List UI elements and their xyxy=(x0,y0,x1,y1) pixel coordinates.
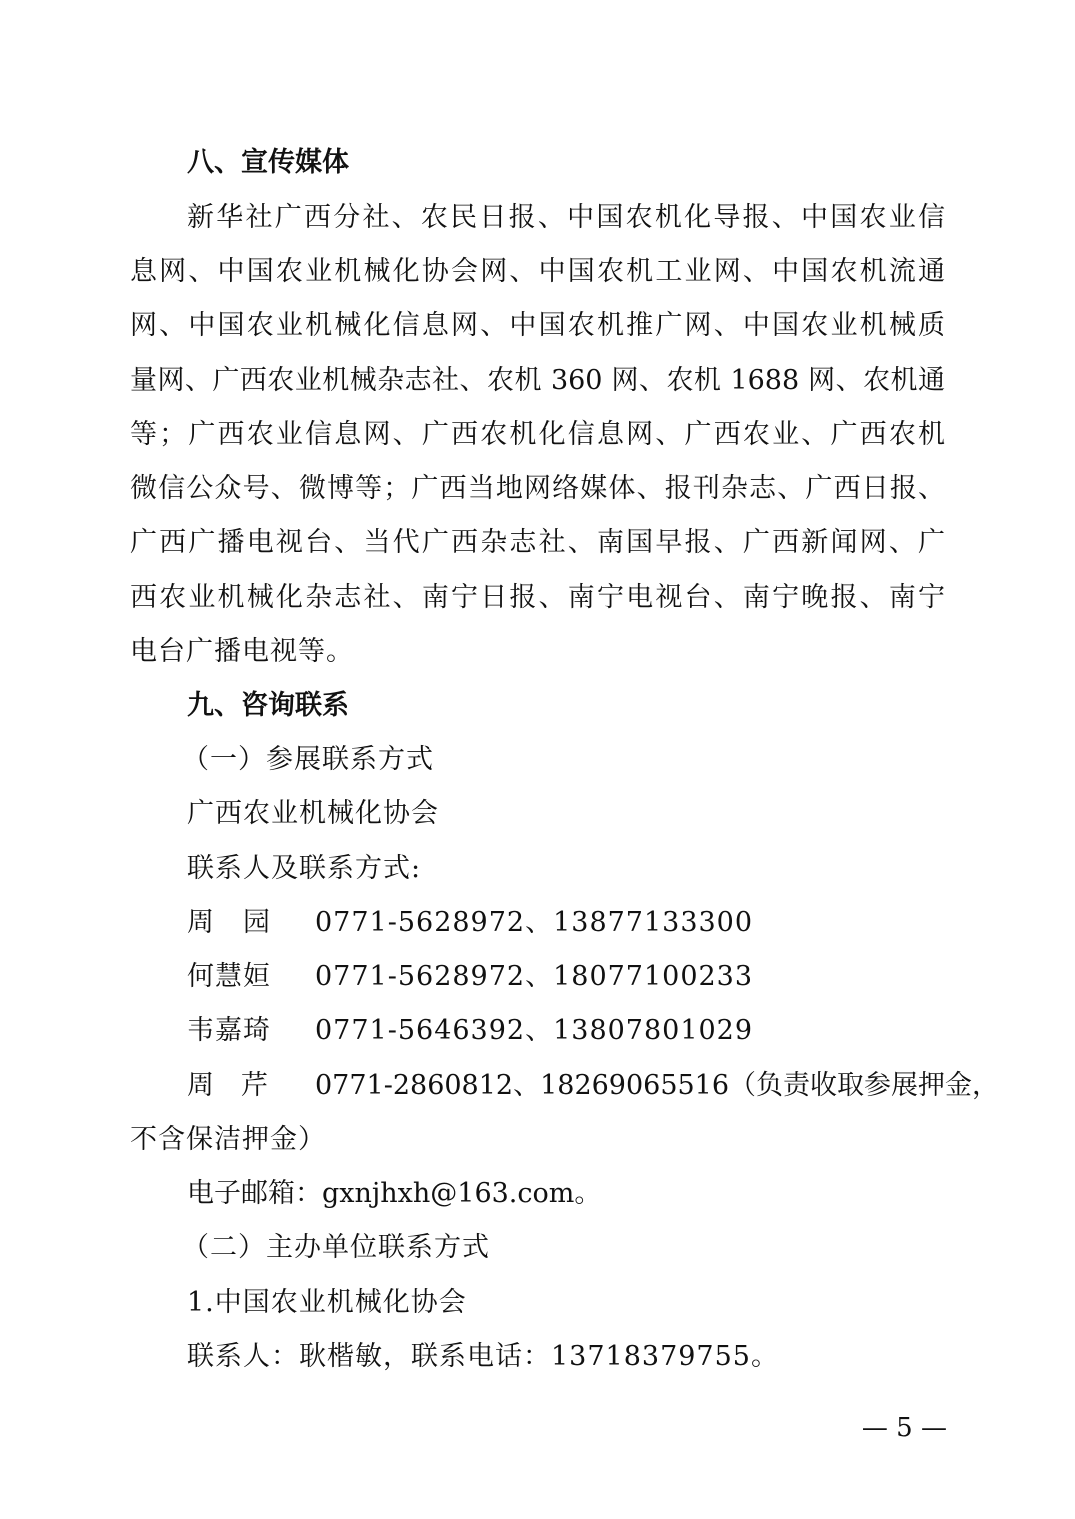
contact-phone: 0771-5628972、13877133300 xyxy=(315,907,754,938)
organizer-contact: 联系人：耿楷敏，联系电话：13718379755。 xyxy=(187,1341,779,1372)
contact-row xyxy=(187,1066,1000,1106)
contact-phone: 0771-2860812、18269065516（负责收取参展押金， xyxy=(315,1070,1000,1101)
paragraph-line: 西农业机械化杂志社、南宁日报、南宁电视台、南宁晚报、南宁 xyxy=(130,582,945,613)
contact-continuation: 不含保洁押金） xyxy=(130,1124,326,1155)
paragraph-line: 广西广播电视台、当代广西杂志社、南国早报、广西新闻网、广 xyxy=(130,527,945,558)
contact-row xyxy=(187,1011,945,1051)
section-heading-contact: 九、咨询联系 xyxy=(187,690,349,721)
contact-name: 韦嘉琦 xyxy=(187,1015,271,1046)
page-number: — 5 — xyxy=(861,1413,947,1443)
paragraph-line: 量网、广西农业机械杂志社、农机 360 网、农机 1688 网、农机通 xyxy=(130,365,945,396)
contact-row xyxy=(187,957,945,997)
contact-phone: 0771-5628972、18077100233 xyxy=(315,961,754,992)
organizer-name: 1.中国农业机械化协会 xyxy=(187,1287,467,1318)
paragraph-line: 电台广播电视等。 xyxy=(130,636,354,667)
contact-row xyxy=(187,903,945,943)
contact-name: 周 园 xyxy=(187,907,271,938)
contact-name: 周 芹 xyxy=(187,1070,268,1101)
contact-label: 联系人及联系方式: xyxy=(187,853,422,884)
subheading-exhibit-contact: （一）参展联系方式 xyxy=(182,744,434,775)
paragraph-line: 微信公众号、微博等；广西当地网络媒体、报刊杂志、广西日报、 xyxy=(130,473,945,504)
org-name: 广西农业机械化协会 xyxy=(187,798,439,829)
contact-name: 何慧姮 xyxy=(187,961,271,992)
paragraph-line: 等；广西农业信息网、广西农机化信息网、广西农业、广西农机 xyxy=(130,419,945,450)
email-line: 电子邮箱：gxnjhxh@163.com。 xyxy=(187,1178,602,1209)
paragraph-line: 网、中国农业机械化信息网、中国农机推广网、中国农业机械质 xyxy=(130,310,945,341)
paragraph-line: 新华社广西分社、农民日报、中国农机化导报、中国农业信 xyxy=(187,202,945,233)
paragraph-line: 息网、中国农业机械化协会网、中国农机工业网、中国农机流通 xyxy=(130,256,945,287)
subheading-organizer-contact: （二）主办单位联系方式 xyxy=(182,1232,490,1263)
section-heading-media: 八、宣传媒体 xyxy=(187,147,349,178)
contact-phone: 0771-5646392、13807801029 xyxy=(315,1015,754,1046)
